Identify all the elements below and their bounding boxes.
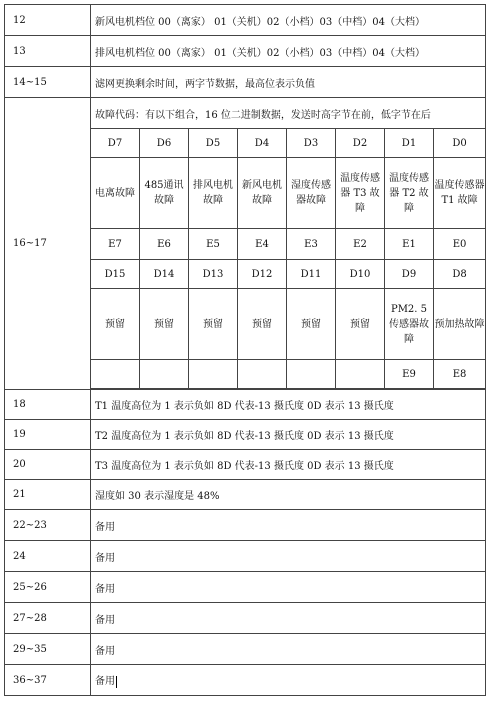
bit-label: D11: [287, 260, 336, 289]
table-row: [5, 603, 486, 634]
byte-index: 25~26: [5, 572, 91, 603]
fault-code: E6: [140, 229, 189, 260]
fault-description: 预留: [336, 289, 385, 360]
table-row: [5, 480, 486, 510]
fault-code: [287, 360, 336, 389]
byte-description-editing[interactable]: [91, 665, 486, 696]
bit-label: D9: [385, 260, 434, 289]
byte-index: 16~17: [5, 98, 91, 390]
fault-code: E2: [336, 229, 385, 260]
fault-description: 预留: [287, 289, 336, 360]
bit-label: D7: [91, 129, 140, 158]
fault-description: 温度传感器 T3 故障: [336, 158, 385, 229]
table-row: [5, 450, 486, 480]
byte-index: 22~23: [5, 510, 91, 541]
fault-code: E0: [434, 229, 486, 260]
bit-label: D10: [336, 260, 385, 289]
table-row: [5, 36, 486, 67]
table-row: [5, 634, 486, 665]
byte-index: 29~35: [5, 634, 91, 665]
fault-code: [336, 360, 385, 389]
fault-code: E5: [189, 229, 238, 260]
byte-description: 备用: [91, 603, 486, 634]
bit-label: D3: [287, 129, 336, 158]
fault-code: [238, 360, 287, 389]
table-row: [5, 665, 486, 696]
fault-code: E7: [91, 229, 140, 260]
bit-label: D2: [336, 129, 385, 158]
fault-description: 预留: [140, 289, 189, 360]
byte-index: 27~28: [5, 603, 91, 634]
fault-description: 温度传感器 T1 故障: [434, 158, 486, 229]
text-cursor: [116, 676, 117, 688]
fault-description: PM2. 5 传感器故障: [385, 289, 434, 360]
table-row: [5, 5, 486, 36]
bit-label: D6: [140, 129, 189, 158]
bit-label: D5: [189, 129, 238, 158]
bit-label: D13: [189, 260, 238, 289]
fault-description: 湿度传感器故障: [287, 158, 336, 229]
fault-description: 电离故障: [91, 158, 140, 229]
fault-code: [140, 360, 189, 389]
fault-description: 温度传感器 T2 故障: [385, 158, 434, 229]
byte-description: 备用: [95, 676, 115, 688]
protocol-table: [4, 4, 486, 696]
fault-description: 预留: [238, 289, 287, 360]
table-row: [5, 390, 486, 420]
fault-code: E3: [287, 229, 336, 260]
fault-description: 485通讯故障: [140, 158, 189, 229]
byte-description: T1 温度高位为 1 表示负如 8D 代表-13 摄氏度 0D 表示 13 摄氏度: [91, 390, 486, 420]
bit-label: D15: [91, 260, 140, 289]
bit-label: D0: [434, 129, 486, 158]
byte-index: 19: [5, 420, 91, 450]
byte-description: 湿度如 30 表示湿度是 48%: [91, 480, 486, 510]
byte-index: 13: [5, 36, 91, 67]
byte-index: 20: [5, 450, 91, 480]
fault-code: E4: [238, 229, 287, 260]
byte-index: 24: [5, 541, 91, 572]
byte-description: 滤网更换剩余时间，两字节数据，最高位表示负值: [91, 67, 486, 98]
bit-label: D4: [238, 129, 287, 158]
byte-description: 新风电机档位 00（离家） 01（关机）02（小档）03（中档）04（大档）: [91, 5, 486, 36]
byte-description: T2 温度高位为 1 表示负如 8D 代表-13 摄氏度 0D 表示 13 摄氏度: [91, 420, 486, 450]
byte-index: 14~15: [5, 67, 91, 98]
byte-description: 备用: [91, 572, 486, 603]
table-row: [5, 420, 486, 450]
table-row: [5, 510, 486, 541]
fault-intro-row: [5, 98, 486, 129]
byte-description: 备用: [91, 510, 486, 541]
byte-description: 备用: [91, 634, 486, 665]
bit-label: D8: [434, 260, 486, 289]
byte-index: 12: [5, 5, 91, 36]
bit-label: D12: [238, 260, 287, 289]
fault-description: 预留: [91, 289, 140, 360]
byte-description: T3 温度高位为 1 表示负如 8D 代表-13 摄氏度 0D 表示 13 摄氏度: [91, 450, 486, 480]
fault-code: E1: [385, 229, 434, 260]
fault-code: E8: [434, 360, 486, 389]
fault-code: E9: [385, 360, 434, 389]
table-row: [5, 67, 486, 98]
bit-label: D1: [385, 129, 434, 158]
fault-description: 预留: [189, 289, 238, 360]
byte-index: 18: [5, 390, 91, 420]
fault-code: [189, 360, 238, 389]
fault-description: 新风电机故障: [238, 158, 287, 229]
fault-code: [91, 360, 140, 389]
table-row: [5, 572, 486, 603]
fault-description: 预加热故障: [434, 289, 486, 360]
byte-description: 排风电机档位 00（离家） 01（关机）02（小档）03（中档）04（大档）: [91, 36, 486, 67]
byte-description: 备用: [91, 541, 486, 572]
bit-label: D14: [140, 260, 189, 289]
fault-description: 排风电机故障: [189, 158, 238, 229]
table-row: [5, 541, 486, 572]
fault-intro: 故障代码：有以下组合，16 位二进制数据，发送时高字节在前，低字节在后: [91, 98, 486, 129]
byte-index: 21: [5, 480, 91, 510]
byte-index: 36~37: [5, 665, 91, 696]
